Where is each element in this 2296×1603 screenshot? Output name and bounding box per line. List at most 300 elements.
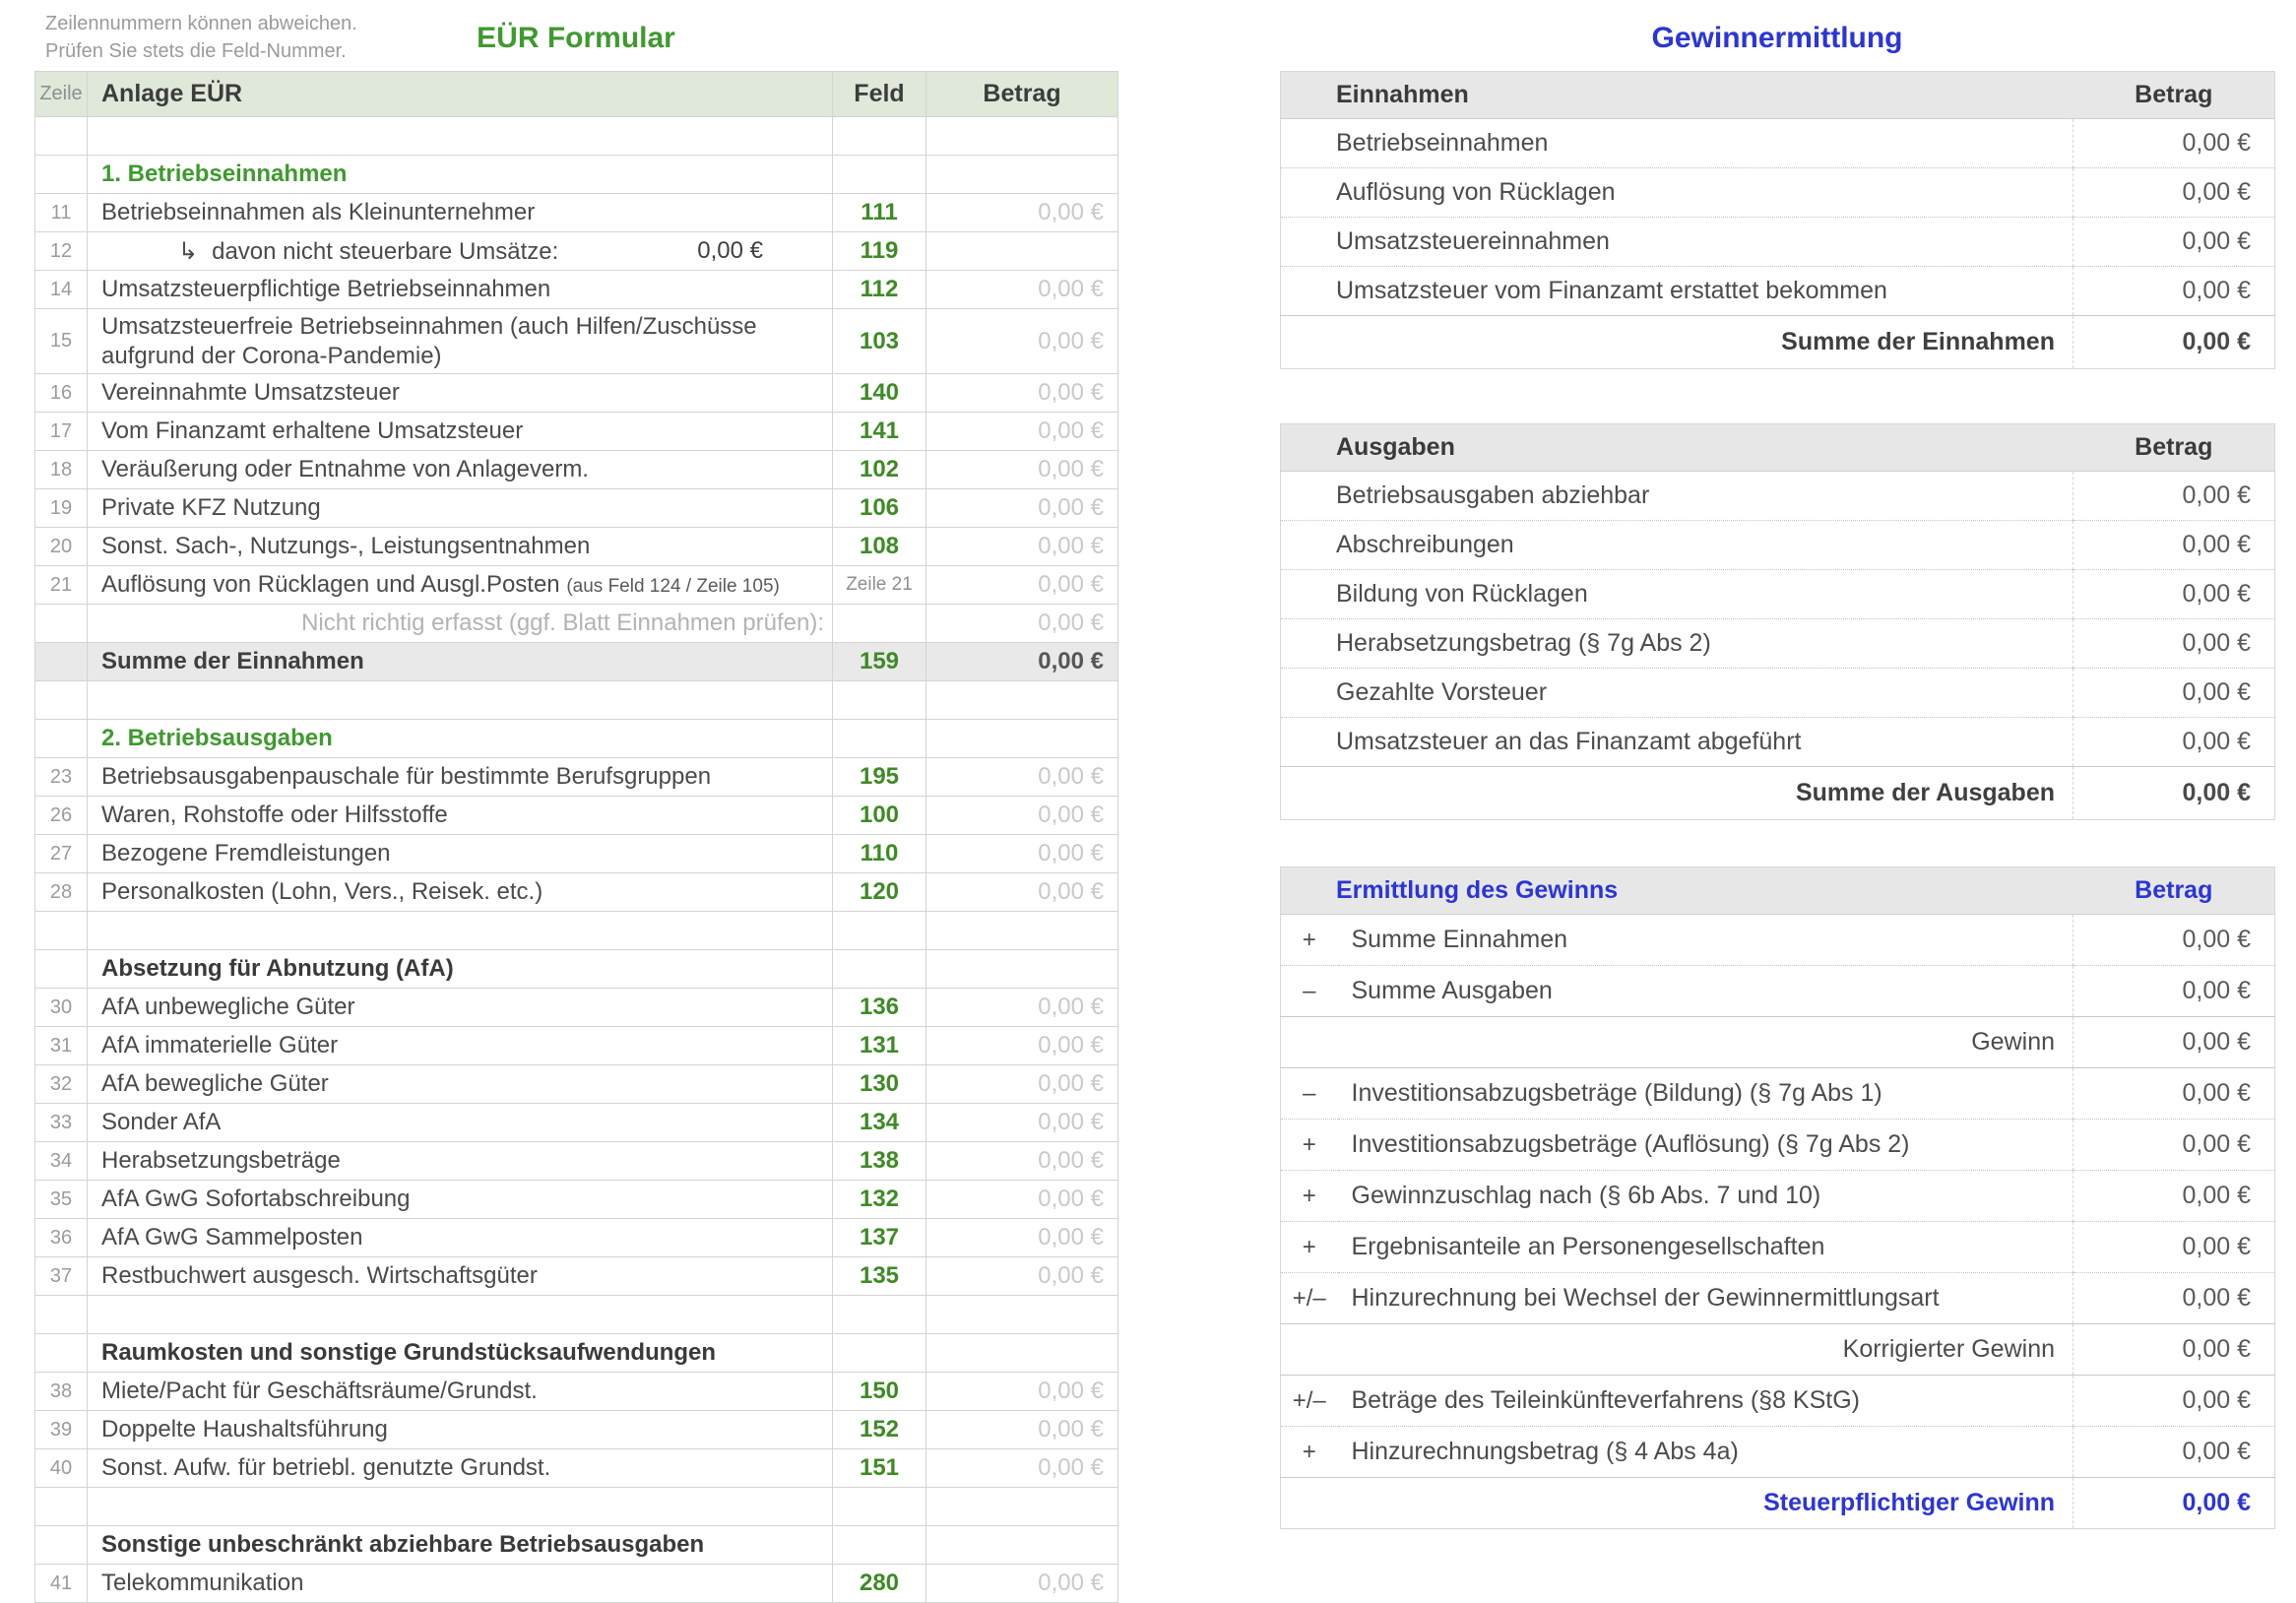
betrag-value: 0,00 € xyxy=(2073,718,2275,767)
operator-sign: + xyxy=(1281,1120,1338,1171)
label-cell xyxy=(88,117,833,156)
betrag-cell[interactable]: 0,00 € xyxy=(926,194,1118,232)
subtotal-row xyxy=(1281,1017,2275,1068)
betrag-column-header: Betrag xyxy=(926,72,1118,117)
einnahmen-table xyxy=(1280,71,2275,369)
zeile-number: 38 xyxy=(35,1373,88,1411)
row-label: AfA GwG Sammelposten xyxy=(101,1224,363,1250)
section-header-row xyxy=(35,720,1118,758)
zeile-number: 15 xyxy=(35,309,88,374)
table-row xyxy=(1281,218,2275,267)
feld-cell xyxy=(833,720,926,758)
betrag-cell[interactable]: 0,00 € xyxy=(926,1257,1118,1296)
row-label-cell xyxy=(88,232,833,271)
result-label: Steuerpflichtiger Gewinn xyxy=(1281,1478,2073,1529)
betrag-cell xyxy=(926,912,1118,950)
betrag-cell[interactable]: 0,00 € xyxy=(926,374,1118,413)
feld-number: 100 xyxy=(833,797,926,835)
betrag-column-header: Betrag xyxy=(2073,424,2275,472)
table-header-row xyxy=(35,72,1118,117)
section-header-row xyxy=(35,156,1118,194)
table-row xyxy=(35,989,1118,1027)
row-label-cell xyxy=(88,989,833,1027)
betrag-value: 0,00 € xyxy=(2073,1171,2275,1222)
betrag-cell[interactable]: 0,00 € xyxy=(926,1027,1118,1065)
zeile-cell xyxy=(35,156,88,194)
betrag-cell[interactable]: 0,00 € xyxy=(926,1181,1118,1219)
table-row xyxy=(35,232,1118,271)
table-row xyxy=(35,1373,1118,1411)
row-label: davon nicht steuerbare Umsätze: xyxy=(212,237,559,265)
ausgaben-table xyxy=(1280,423,2275,820)
betrag-cell[interactable]: 0,00 € xyxy=(926,1065,1118,1104)
table-row xyxy=(35,1565,1118,1603)
operator-sign: +/– xyxy=(1281,1273,1338,1324)
feld-number: 195 xyxy=(833,758,926,797)
betrag-cell xyxy=(926,950,1118,989)
row-label: Herabsetzungsbetrag (§ 7g Abs 2) xyxy=(1281,619,2073,669)
ermittlung-header: Ermittlung des Gewinns xyxy=(1281,867,2073,915)
row-label: Summe Ausgaben xyxy=(1338,966,2073,1017)
row-label: Auflösung von Rücklagen xyxy=(1281,168,2073,218)
betrag-cell[interactable]: 0,00 € xyxy=(926,309,1118,374)
note-line-2: Prüfen Sie stets die Feld-Nummer. xyxy=(45,40,347,62)
betrag-value: 0,00 € xyxy=(926,643,1118,681)
betrag-cell xyxy=(926,1296,1118,1334)
zeile-cell xyxy=(35,643,88,681)
row-label: Doppelte Haushaltsführung xyxy=(101,1416,388,1443)
row-label: Umsatzsteuerpflichtige Betriebseinnahmen xyxy=(101,276,551,302)
feld-cell xyxy=(833,1334,926,1373)
row-label: Betriebsausgabenpauschale für bestimmte Berufsgruppen xyxy=(101,763,712,790)
betrag-value: 0,00 € xyxy=(2073,168,2275,218)
result-label: Korrigierter Gewinn xyxy=(1281,1324,2073,1376)
zeile-number: 37 xyxy=(35,1257,88,1296)
table-row xyxy=(1281,966,2275,1017)
table-row xyxy=(35,835,1118,873)
betrag-value: 0,00 € xyxy=(2073,119,2275,168)
table-row xyxy=(35,1257,1118,1296)
feld-number: 136 xyxy=(833,989,926,1027)
row-label-cell xyxy=(88,566,833,605)
table-row xyxy=(1281,619,2275,669)
feld-number: 150 xyxy=(833,1373,926,1411)
zeile-number: 18 xyxy=(35,451,88,489)
feld-number: 119 xyxy=(833,232,926,271)
operator-sign: + xyxy=(1281,1427,1338,1478)
zeile-cell xyxy=(35,1334,88,1373)
row-label: Private KFZ Nutzung xyxy=(101,494,321,521)
einnahmen-header: Einnahmen xyxy=(1281,72,2073,119)
table-row xyxy=(35,194,1118,232)
ermittlung-des-gewinns-table xyxy=(1280,866,2275,1529)
section-header-row xyxy=(35,1526,1118,1565)
row-label: Bildung von Rücklagen xyxy=(1281,570,2073,619)
betrag-cell[interactable]: 0,00 € xyxy=(926,1411,1118,1449)
betrag-value: 0,00 € xyxy=(2073,619,2275,669)
feld-number: 152 xyxy=(833,1411,926,1449)
row-label: Vom Finanzamt erhaltene Umsatzsteuer xyxy=(101,417,524,444)
table-header-row xyxy=(1281,867,2275,915)
sum-value: 0,00 € xyxy=(2073,767,2275,820)
hint-row xyxy=(35,605,1118,643)
operator-sign: – xyxy=(1281,966,1338,1017)
zeile-cell xyxy=(35,1296,88,1334)
row-label-cell xyxy=(88,835,833,873)
betrag-value: 0,00 € xyxy=(2073,1017,2275,1068)
table-row xyxy=(35,528,1118,566)
feld-note: Zeile 21 xyxy=(833,566,926,605)
betrag-cell[interactable]: 0,00 € xyxy=(926,1565,1118,1603)
table-row xyxy=(1281,669,2275,718)
zeile-cell xyxy=(35,681,88,720)
row-label: Umsatzsteuerfreie Betriebseinnahmen (auch Hilfen/Zuschüsse aufgrund der Corona-Pandemie) xyxy=(101,313,757,369)
feld-number: 140 xyxy=(833,374,926,413)
empty-row xyxy=(35,1296,1118,1334)
empty-row xyxy=(35,1488,1118,1526)
table-row xyxy=(1281,168,2275,218)
table-row xyxy=(1281,1068,2275,1120)
betrag-value: 0,00 € xyxy=(2073,521,2275,570)
feld-cell xyxy=(833,1526,926,1565)
row-label: Investitionsabzugsbeträge (Bildung) (§ 7g Abs 1) xyxy=(1338,1068,2073,1120)
zeile-number: 41 xyxy=(35,1565,88,1603)
betrag-value: 0,00 € xyxy=(2073,1222,2275,1273)
row-label-cell xyxy=(88,374,833,413)
betrag-cell xyxy=(926,156,1118,194)
betrag-cell[interactable]: 0,00 € xyxy=(926,797,1118,835)
feld-number: 103 xyxy=(833,309,926,374)
betrag-value: 0,00 € xyxy=(2073,966,2275,1017)
row-label-cell xyxy=(88,309,833,374)
table-row xyxy=(35,489,1118,528)
operator-sign: – xyxy=(1281,1068,1338,1120)
betrag-cell[interactable]: 0,00 € xyxy=(926,1373,1118,1411)
zeile-cell xyxy=(35,1526,88,1565)
section-title: 1. Betriebseinnahmen xyxy=(88,156,833,194)
row-label: Telekommunikation xyxy=(101,1570,304,1596)
feld-number: 112 xyxy=(833,271,926,309)
table-row xyxy=(35,451,1118,489)
betrag-value: 0,00 € xyxy=(2073,267,2275,316)
row-label-cell xyxy=(88,1219,833,1257)
betrag-cell[interactable]: 0,00 € xyxy=(926,413,1118,451)
feld-number: 138 xyxy=(833,1142,926,1181)
row-label: Hinzurechnung bei Wechsel der Gewinnermittlungsart xyxy=(1338,1273,2073,1324)
zeile-cell xyxy=(35,912,88,950)
section-header-row xyxy=(35,1334,1118,1373)
feld-cell xyxy=(833,1296,926,1334)
row-label-cell xyxy=(88,1027,833,1065)
table-header-row xyxy=(1281,72,2275,119)
row-label: Waren, Rohstoffe oder Hilfsstoffe xyxy=(101,802,448,828)
row-label-cell xyxy=(88,1373,833,1411)
row-label: Veräußerung oder Entnahme von Anlageverm. xyxy=(101,456,589,482)
feld-number: 106 xyxy=(833,489,926,528)
sum-label: Summe der Einnahmen xyxy=(1281,316,2073,369)
row-label-cell xyxy=(88,451,833,489)
zeile-number: 34 xyxy=(35,1142,88,1181)
table-row xyxy=(35,1411,1118,1449)
sum-row xyxy=(35,643,1118,681)
feld-number: 111 xyxy=(833,194,926,232)
table-row xyxy=(35,1027,1118,1065)
row-label: Investitionsabzugsbeträge (Auflösung) (§ 7g Abs 2) xyxy=(1338,1120,2073,1171)
empty-row xyxy=(35,681,1118,720)
anlage-eur-column-header: Anlage EÜR xyxy=(88,72,833,117)
zeile-number: 28 xyxy=(35,873,88,912)
betrag-cell[interactable]: 0,00 € xyxy=(926,873,1118,912)
zeile-number: 26 xyxy=(35,797,88,835)
label-cell xyxy=(88,681,833,720)
betrag-cell[interactable]: 0,00 € xyxy=(926,989,1118,1027)
row-label: Herabsetzungsbeträge xyxy=(101,1147,341,1174)
row-label-cell xyxy=(88,194,833,232)
row-label: Sonst. Sach-, Nutzungs-, Leistungsentnahmen xyxy=(101,533,591,559)
table-row xyxy=(1281,1427,2275,1478)
ausgaben-header: Ausgaben xyxy=(1281,424,2073,472)
betrag-value: 0,00 € xyxy=(2073,915,2275,966)
table-row xyxy=(1281,915,2275,966)
section-title: Absetzung für Abnutzung (AfA) xyxy=(88,950,833,989)
table-row xyxy=(1281,1376,2275,1427)
betrag-value: 0,00 € xyxy=(2073,1324,2275,1376)
betrag-cell[interactable]: 0,00 € xyxy=(926,758,1118,797)
zeile-cell xyxy=(35,117,88,156)
row-label: Hinzurechnungsbetrag (§ 4 Abs 4a) xyxy=(1338,1427,2073,1478)
feld-cell xyxy=(833,156,926,194)
row-label: Ergebnisanteile an Personengesellschaften xyxy=(1338,1222,2073,1273)
note-line-1: Zeilennummern können abweichen. xyxy=(45,13,357,34)
betrag-value: 0,00 € xyxy=(2073,570,2275,619)
table-row xyxy=(1281,472,2275,521)
betrag-value: 0,00 € xyxy=(926,605,1118,643)
result-label: Gewinn xyxy=(1281,1017,2073,1068)
zeile-number: 39 xyxy=(35,1411,88,1449)
label-cell xyxy=(88,912,833,950)
empty-row xyxy=(35,912,1118,950)
row-label: Abschreibungen xyxy=(1281,521,2073,570)
hint-label: Nicht richtig erfasst (ggf. Blatt Einnahmen prüfen): xyxy=(88,605,833,643)
table-row xyxy=(35,1065,1118,1104)
row-label: Personalkosten (Lohn, Vers., Reisek. etc.) xyxy=(101,878,543,905)
feld-number: 131 xyxy=(833,1027,926,1065)
feld-cell xyxy=(833,681,926,720)
section-header-row xyxy=(35,950,1118,989)
feld-number: 151 xyxy=(833,1449,926,1488)
table-row xyxy=(35,873,1118,912)
row-label: Betriebseinnahmen als Kleinunternehmer xyxy=(101,199,536,225)
row-label: Sonst. Aufw. für betriebl. genutzte Grundst. xyxy=(101,1454,551,1481)
indent-arrow-icon: ↳ xyxy=(178,237,199,265)
table-row xyxy=(35,1449,1118,1488)
row-label-cell xyxy=(88,873,833,912)
zeile-number: 30 xyxy=(35,989,88,1027)
zeile-cell xyxy=(35,1488,88,1526)
row-label: Gezahlte Vorsteuer xyxy=(1281,669,2073,718)
row-label-cell xyxy=(88,1065,833,1104)
section-title: Sonstige unbeschränkt abziehbare Betriebsausgaben xyxy=(88,1526,833,1565)
betrag-cell[interactable]: 0,00 € xyxy=(926,1104,1118,1142)
row-label-cell xyxy=(88,1411,833,1449)
betrag-value: 0,00 € xyxy=(2073,1068,2275,1120)
row-label: AfA bewegliche Güter xyxy=(101,1070,329,1097)
eur-form-table xyxy=(34,71,1118,1603)
operator-sign: +/– xyxy=(1281,1376,1338,1427)
betrag-cell[interactable]: 0,00 € xyxy=(926,835,1118,873)
table-row xyxy=(1281,1171,2275,1222)
row-label-cell xyxy=(88,797,833,835)
row-label-cell xyxy=(88,758,833,797)
zeile-number: 21 xyxy=(35,566,88,605)
table-row xyxy=(1281,1222,2275,1273)
row-label: AfA unbewegliche Güter xyxy=(101,994,355,1020)
zeile-number: 16 xyxy=(35,374,88,413)
feld-number: 159 xyxy=(833,643,926,681)
feld-column-header: Feld xyxy=(833,72,926,117)
row-label: Sonder AfA xyxy=(101,1109,222,1135)
betrag-cell[interactable] xyxy=(926,232,1118,271)
table-row xyxy=(35,271,1118,309)
subtotal-row xyxy=(1281,1324,2275,1376)
sum-row xyxy=(1281,316,2275,369)
betrag-cell xyxy=(926,117,1118,156)
sum-value: 0,00 € xyxy=(2073,316,2275,369)
eur-form-title: EÜR Formular xyxy=(477,22,675,54)
table-header-row xyxy=(1281,424,2275,472)
row-label-cell xyxy=(88,1565,833,1603)
feld-cell xyxy=(833,117,926,156)
betrag-cell[interactable]: 0,00 € xyxy=(926,1142,1118,1181)
zeile-number: 20 xyxy=(35,528,88,566)
final-result-row xyxy=(1281,1478,2275,1529)
table-row xyxy=(35,758,1118,797)
table-row xyxy=(35,309,1118,374)
table-row xyxy=(35,797,1118,835)
feld-cell xyxy=(833,912,926,950)
table-row xyxy=(35,1142,1118,1181)
feld-number: 137 xyxy=(833,1219,926,1257)
row-label: Betriebseinnahmen xyxy=(1281,119,2073,168)
empty-row xyxy=(35,117,1118,156)
row-label-cell xyxy=(88,413,833,451)
table-row xyxy=(35,1181,1118,1219)
betrag-cell[interactable]: 0,00 € xyxy=(926,489,1118,528)
zeile-cell xyxy=(35,950,88,989)
row-label: Gewinnzuschlag nach (§ 6b Abs. 7 und 10) xyxy=(1338,1171,2073,1222)
zeile-number: 11 xyxy=(35,194,88,232)
feld-number: 102 xyxy=(833,451,926,489)
feld-number: 132 xyxy=(833,1181,926,1219)
feld-number: 120 xyxy=(833,873,926,912)
betrag-cell[interactable]: 0,00 € xyxy=(926,1219,1118,1257)
table-row xyxy=(1281,1120,2275,1171)
gewinnermittlung-title: Gewinnermittlung xyxy=(1651,22,1903,54)
row-label-cell xyxy=(88,1181,833,1219)
row-label: AfA immaterielle Güter xyxy=(101,1032,339,1058)
betrag-cell xyxy=(926,720,1118,758)
zeile-number: 17 xyxy=(35,413,88,451)
zeile-number: 14 xyxy=(35,271,88,309)
feld-cell xyxy=(833,950,926,989)
feld-number: 280 xyxy=(833,1565,926,1603)
table-row xyxy=(35,374,1118,413)
row-label: Betriebsausgaben abziehbar xyxy=(1281,472,2073,521)
row-label-cell xyxy=(88,1257,833,1296)
betrag-cell xyxy=(926,681,1118,720)
inline-betrag-value[interactable]: 0,00 € xyxy=(697,236,763,264)
zeile-number: 19 xyxy=(35,489,88,528)
row-label-cell xyxy=(88,1142,833,1181)
table-row xyxy=(1281,119,2275,168)
table-row xyxy=(35,1104,1118,1142)
row-label: Bezogene Fremdleistungen xyxy=(101,840,391,866)
sum-label: Summe der Einnahmen xyxy=(88,643,833,681)
sum-label: Summe der Ausgaben xyxy=(1281,767,2073,820)
zeile-cell xyxy=(35,720,88,758)
row-label: Auflösung von Rücklagen und Ausgl.Posten xyxy=(101,571,560,598)
table-row xyxy=(35,413,1118,451)
table-row xyxy=(1281,521,2275,570)
zeile-number: 36 xyxy=(35,1219,88,1257)
zeile-number: 31 xyxy=(35,1027,88,1065)
zeile-number: 12 xyxy=(35,232,88,271)
feld-number: 110 xyxy=(833,835,926,873)
betrag-value: 0,00 € xyxy=(2073,1273,2275,1324)
betrag-value: 0,00 € xyxy=(2073,218,2275,267)
feld-number: 130 xyxy=(833,1065,926,1104)
row-label: Umsatzsteuer an das Finanzamt abgeführt xyxy=(1281,718,2073,767)
table-row xyxy=(35,1219,1118,1257)
betrag-cell xyxy=(926,1526,1118,1565)
betrag-value: 0,00 € xyxy=(2073,1478,2275,1529)
operator-sign: + xyxy=(1281,1171,1338,1222)
operator-sign: + xyxy=(1281,1222,1338,1273)
table-row xyxy=(1281,718,2275,767)
zeile-cell xyxy=(35,605,88,643)
table-row xyxy=(1281,570,2275,619)
betrag-column-header: Betrag xyxy=(2073,867,2275,915)
betrag-value: 0,00 € xyxy=(2073,472,2275,521)
zeile-number: 23 xyxy=(35,758,88,797)
zeile-column-header: Zeile xyxy=(35,72,88,117)
betrag-cell[interactable]: 0,00 € xyxy=(926,271,1118,309)
table-row xyxy=(1281,1273,2275,1324)
row-label: Umsatzsteuereinnahmen xyxy=(1281,218,2073,267)
feld-number: 134 xyxy=(833,1104,926,1142)
betrag-column-header: Betrag xyxy=(2073,72,2275,119)
row-label: Summe Einnahmen xyxy=(1338,915,2073,966)
feld-cell xyxy=(833,605,926,643)
betrag-cell[interactable]: 0,00 € xyxy=(926,528,1118,566)
row-label: Restbuchwert ausgesch. Wirtschaftsgüter xyxy=(101,1262,538,1289)
betrag-value: 0,00 € xyxy=(2073,1427,2275,1478)
row-label-cell xyxy=(88,1449,833,1488)
betrag-cell[interactable]: 0,00 € xyxy=(926,451,1118,489)
betrag-value: 0,00 € xyxy=(2073,669,2275,718)
row-label: Umsatzsteuer vom Finanzamt erstattet bekommen xyxy=(1281,267,2073,316)
betrag-cell[interactable]: 0,00 € xyxy=(926,1449,1118,1488)
betrag-cell[interactable]: 0,00 € xyxy=(926,566,1118,605)
zeile-number: 27 xyxy=(35,835,88,873)
row-label: Beträge des Teileinkünfteverfahrens (§8 KStG) xyxy=(1338,1376,2073,1427)
betrag-cell xyxy=(926,1488,1118,1526)
row-label: Miete/Pacht für Geschäftsräume/Grundst. xyxy=(101,1378,538,1404)
row-label-cell xyxy=(88,489,833,528)
row-label: Vereinnahmte Umsatzsteuer xyxy=(101,379,400,406)
label-cell xyxy=(88,1488,833,1526)
operator-sign: + xyxy=(1281,915,1338,966)
